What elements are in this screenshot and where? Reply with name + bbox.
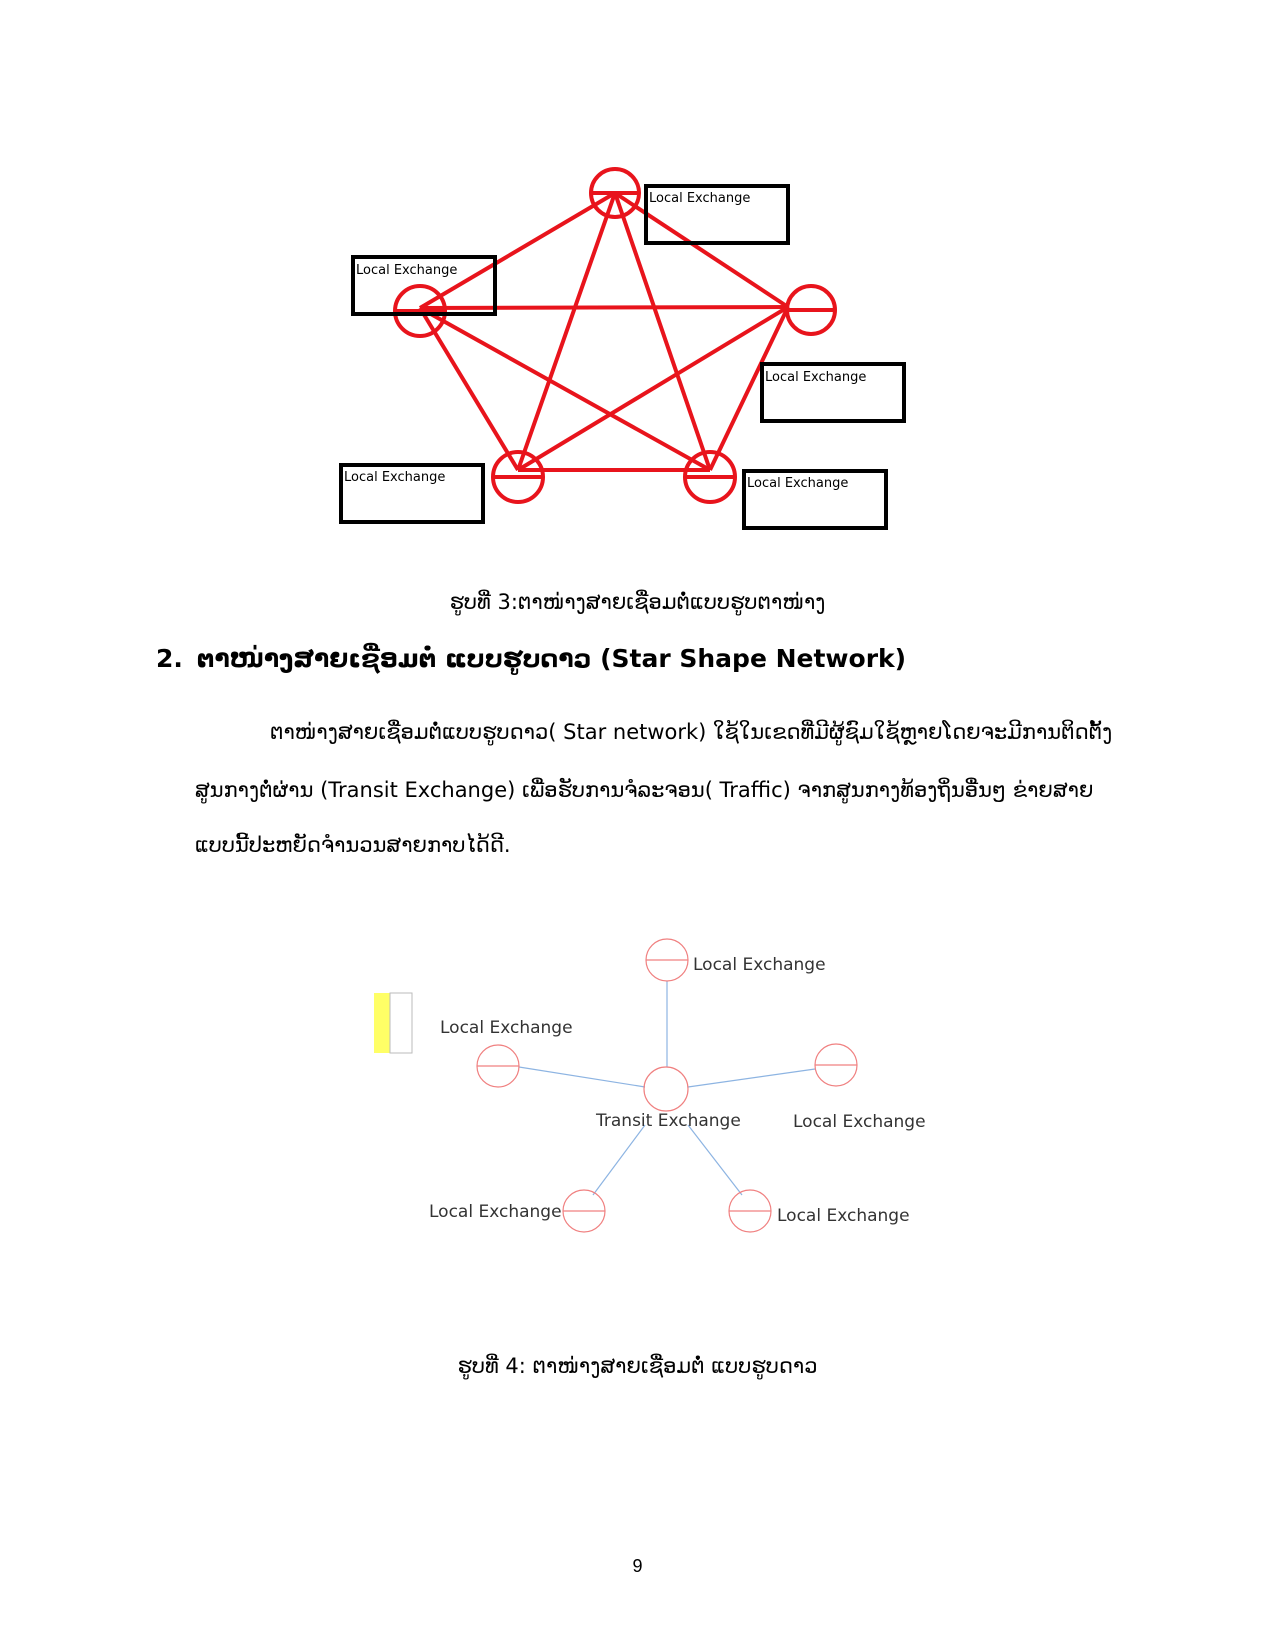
star-node-label: Local Exchange bbox=[693, 955, 826, 975]
figure4-caption: ຮູບທີ່ 4: ຕາໜ່າງສາຍເຊື່ອມຕໍ່ ແບບຮູບດາວ bbox=[457, 1354, 818, 1378]
star-node-label: Local Exchange bbox=[429, 1202, 562, 1222]
star-link bbox=[519, 1067, 645, 1087]
star-links bbox=[519, 981, 815, 1195]
star-link bbox=[688, 1125, 742, 1195]
paragraph-line: ຕາໜ່າງສາຍເຊື່ອມຕໍ່ແບບຮູບດາວ( Star network) ໃຊ້ໃນເຂດທີ່ມີຜູ້ຊົມໃຊ້ຫຼາຍໂດຍຈະມີການຕິດຕັ້ງ bbox=[270, 720, 1113, 744]
exchange-node-icon bbox=[563, 1190, 605, 1232]
exchange-node-icon bbox=[646, 939, 688, 981]
transit-exchange-node-icon bbox=[644, 1067, 688, 1111]
exchange-node-icon bbox=[477, 1045, 519, 1087]
star-node-label: Local Exchange bbox=[440, 1018, 573, 1038]
page-number: 9 bbox=[632, 1556, 643, 1576]
mesh-node-label: Local Exchange bbox=[747, 476, 849, 491]
mesh-node-label: Local Exchange bbox=[649, 191, 751, 206]
section-number: 2. bbox=[156, 644, 183, 673]
mesh-node-label: Local Exchange bbox=[344, 470, 446, 485]
star-link bbox=[688, 1069, 815, 1087]
star-node-label: Transit Exchange bbox=[596, 1111, 741, 1131]
exchange-node-icon bbox=[815, 1044, 857, 1086]
paragraph-line: ສູນກາງຕໍ່ຜ່ານ (Transit Exchange) ເພື່ອຮັບການຈໍລະຈອນ( Traffic) ຈາກສູນກາງທ້ອງຖິ່ນອື່ນໆ ຂ່າຍສາຍ bbox=[195, 778, 1094, 802]
star-link bbox=[593, 1125, 645, 1195]
yellow-marker bbox=[374, 993, 412, 1053]
paragraph-line: ແບບນີ້ປະຫຍັດຈຳນວນສາຍກາບໄດ້ດີ. bbox=[195, 833, 511, 857]
mesh-node-label: Local Exchange bbox=[765, 370, 867, 385]
star-node-label: Local Exchange bbox=[793, 1112, 926, 1132]
star-node-label: Local Exchange bbox=[777, 1206, 910, 1226]
mesh-node-label: Local Exchange bbox=[356, 263, 458, 278]
section-title: ຕາໜ່າງສາຍເຊື່ອມຕໍ່ ແບບຮູບດາວ (Star Shape Network) bbox=[196, 644, 907, 673]
exchange-node-icon bbox=[729, 1190, 771, 1232]
figure3-caption: ຮູບທີ່ 3:ຕາໜ່າງສາຍເຊື່ອມຕໍ່ແບບຮູບຕາໜ່າງ bbox=[449, 590, 826, 614]
